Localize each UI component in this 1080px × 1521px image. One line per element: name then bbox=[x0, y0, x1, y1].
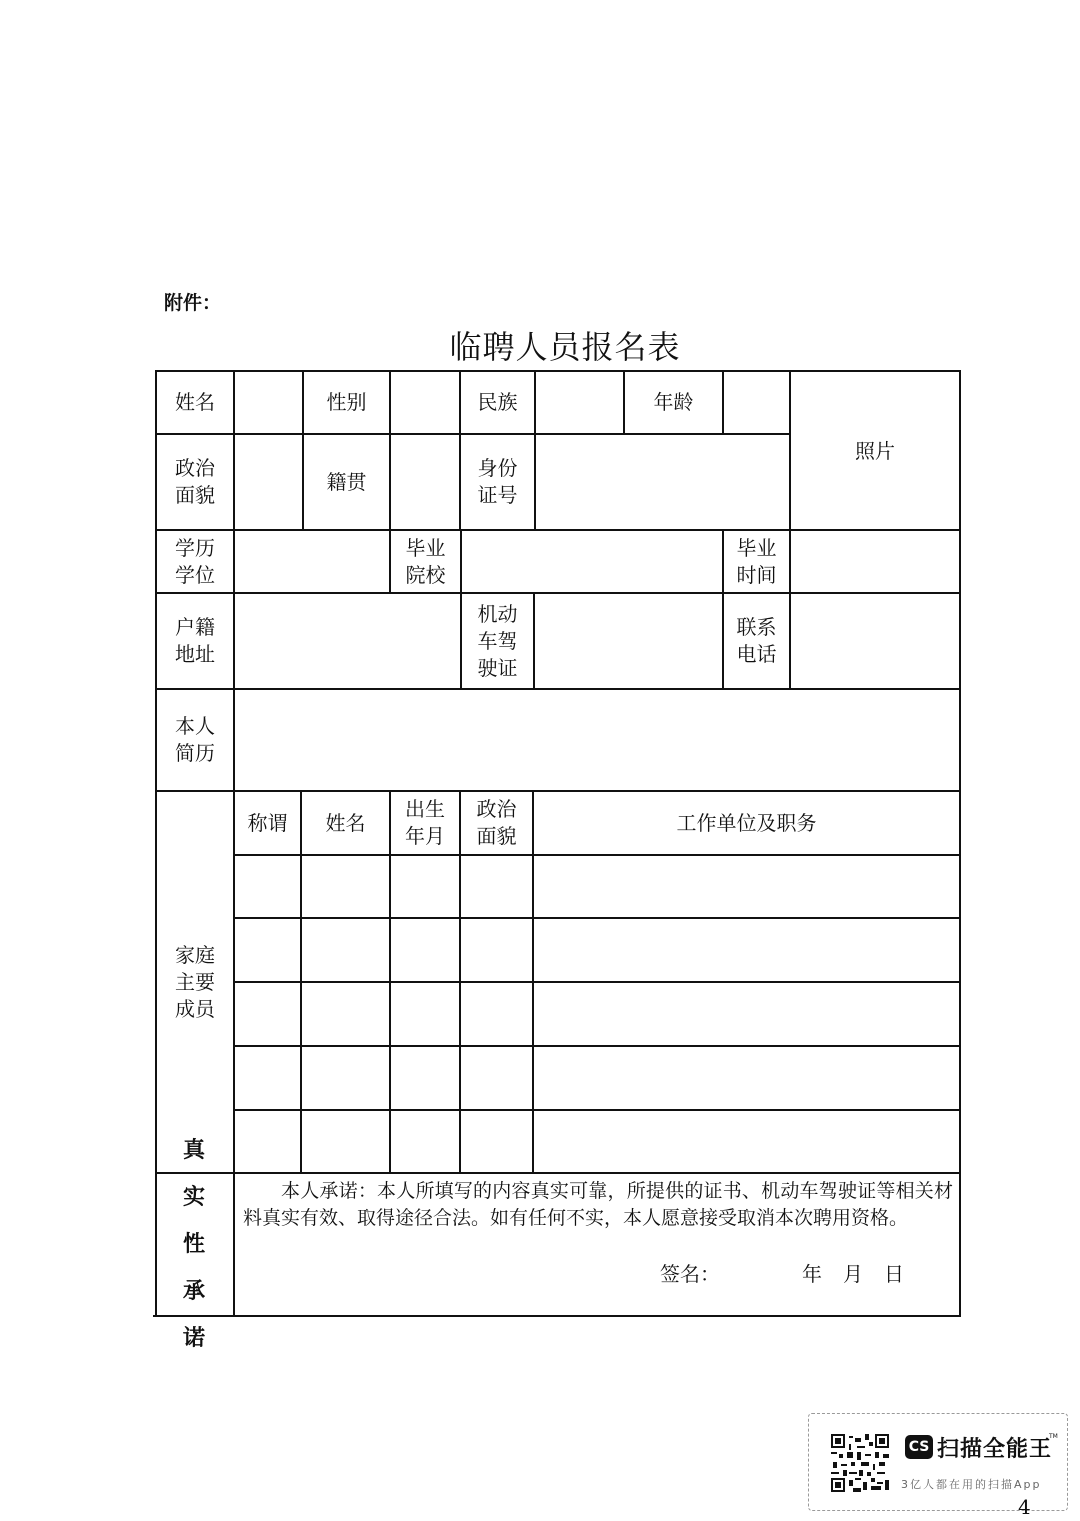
id-number-label: 身份 证号 bbox=[477, 456, 518, 507]
ethnicity-label: 民族 bbox=[477, 390, 518, 414]
household-address-value[interactable] bbox=[235, 594, 460, 688]
driving-license-label: 机动 车驾 驶证 bbox=[477, 601, 518, 680]
date-year-label: 年 bbox=[802, 1262, 822, 1286]
family-header-birth: 出生 年月 bbox=[405, 797, 445, 848]
family-row[interactable] bbox=[235, 983, 959, 1045]
scanner-app-name: 扫描全能王 bbox=[937, 1437, 1053, 1462]
signature-label: 签名： bbox=[660, 1262, 720, 1286]
resume-label: 本人 简历 bbox=[175, 714, 215, 765]
graduation-time-label: 毕业 时间 bbox=[736, 535, 777, 587]
gender-value[interactable] bbox=[391, 372, 459, 433]
family-header-employer: 工作单位及职务 bbox=[676, 810, 817, 835]
scanner-slogan: 3亿人都在用的扫描App bbox=[901, 1478, 1042, 1491]
age-value[interactable] bbox=[724, 372, 789, 433]
family-members-label: 家庭 主要 成员 bbox=[175, 942, 215, 1021]
household-address-label: 户籍 地址 bbox=[175, 615, 215, 666]
family-row[interactable] bbox=[235, 919, 959, 981]
family-row[interactable] bbox=[235, 1111, 959, 1172]
native-place-value[interactable] bbox=[391, 435, 459, 529]
id-number-value[interactable] bbox=[536, 435, 789, 529]
signature-field[interactable] bbox=[712, 1256, 792, 1284]
family-header-name: 姓名 bbox=[325, 810, 366, 835]
age-label: 年龄 bbox=[653, 390, 694, 414]
pledge-text: 本人承诺：本人所填写的内容真实可靠，所提供的证书、机动车驾驶证等相关材料真实有效、取得途径合法。如有任何不实，本人愿意接受取消本次聘用资格。 bbox=[243, 1180, 953, 1229]
photo-box[interactable]: 照片 bbox=[855, 439, 895, 463]
driving-license-value[interactable] bbox=[535, 594, 722, 688]
qr-code-icon bbox=[831, 1434, 889, 1492]
name-label: 姓名 bbox=[175, 390, 215, 414]
attachment-label: 附件： bbox=[164, 292, 222, 314]
camscanner-logo-icon: CS bbox=[905, 1435, 933, 1459]
education-value[interactable] bbox=[235, 531, 389, 592]
political-status-label: 政治 面貌 bbox=[175, 456, 215, 507]
family-header-political: 政治 面貌 bbox=[476, 797, 517, 848]
contact-phone-value[interactable] bbox=[791, 594, 959, 688]
date-month-label: 月 bbox=[843, 1262, 863, 1286]
contact-phone-label: 联系 电话 bbox=[736, 615, 777, 666]
name-value[interactable] bbox=[235, 372, 302, 433]
ethnicity-value[interactable] bbox=[536, 372, 623, 433]
date-day-label: 日 bbox=[884, 1262, 904, 1286]
trademark-mark: TM bbox=[1049, 1433, 1058, 1440]
gender-label: 性别 bbox=[326, 390, 367, 414]
resume-value[interactable] bbox=[235, 690, 959, 790]
family-row[interactable] bbox=[235, 856, 959, 917]
education-label: 学历 学位 bbox=[175, 535, 215, 587]
family-header-relation: 称谓 bbox=[247, 810, 288, 835]
form-title: 临聘人员报名表 bbox=[449, 328, 681, 366]
graduate-school-label: 毕业 院校 bbox=[405, 535, 446, 587]
graduate-school-value[interactable] bbox=[462, 531, 722, 592]
native-place-label: 籍贯 bbox=[326, 469, 367, 494]
graduation-time-value[interactable] bbox=[791, 531, 959, 592]
page-number: 4 bbox=[1018, 1495, 1031, 1519]
political-status-value[interactable] bbox=[235, 435, 302, 529]
family-row[interactable] bbox=[235, 1047, 959, 1109]
pledge-section-label: 真 实 性 承 诺 bbox=[182, 1137, 219, 1351]
